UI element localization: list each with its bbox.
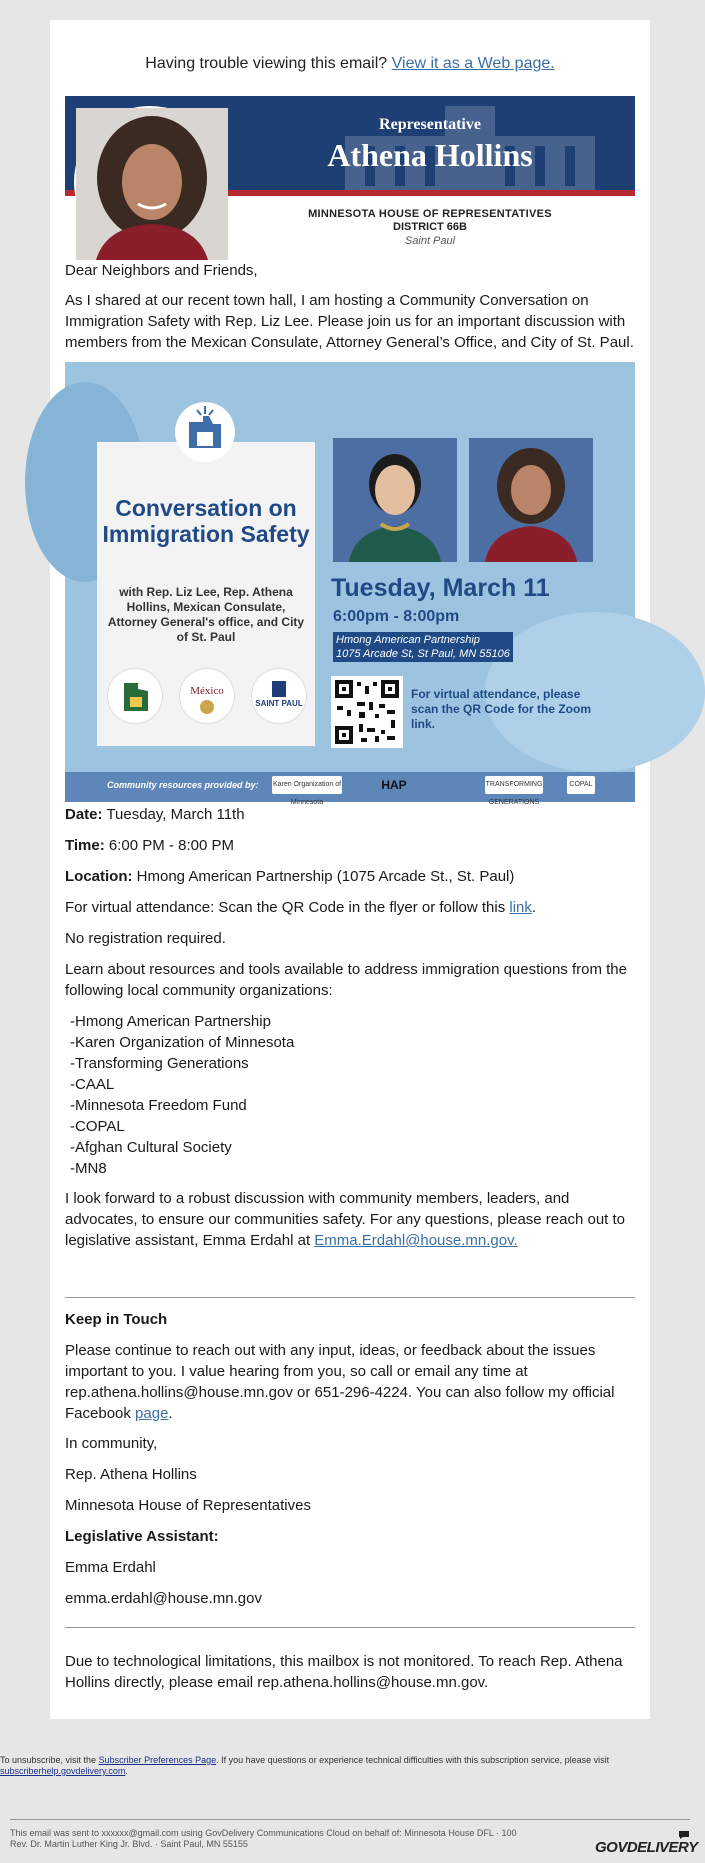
list-item: -COPAL — [70, 1118, 125, 1135]
time-value: 6:00 PM - 8:00 PM — [108, 837, 234, 854]
flyer-location — [333, 632, 513, 662]
subscriber-preferences-link[interactable]: Subscriber Preferences Page — [98, 1755, 217, 1765]
no-registration: No registration required. — [65, 930, 226, 947]
facebook-page-link[interactable]: page — [135, 1405, 169, 1422]
list-item: -CAAL — [70, 1076, 115, 1093]
event-date — [65, 804, 635, 825]
resource-logo: TRANSFORMING GENERATIONS — [485, 776, 543, 794]
list-item: -Hmong American Partnership — [70, 1013, 271, 1030]
saint-paul-icon — [272, 681, 286, 697]
unsubscribe-footer — [0, 1755, 700, 1777]
resource-logo: COPAL — [567, 776, 595, 794]
unsubscribe-text: To unsubscribe, visit the — [0, 1755, 97, 1765]
trouble-viewing-line — [50, 55, 650, 73]
footer-divider — [10, 1819, 690, 1820]
mexico-consulate-logo — [179, 668, 235, 724]
trouble-text: Having trouble viewing this email? — [145, 55, 388, 72]
mailbox-notice: Due to technological limitations, this mailbox is not monitored. To reach Rep. Athena Hollins directly, please email rep.athena.hollins@house.mn.gov. — [65, 1653, 623, 1691]
minnesota-capitol-emblem — [175, 402, 235, 462]
banner-name: Athena Hollins — [327, 137, 533, 173]
assistant-email-link[interactable]: Emma.Erdahl@house.mn.gov. — [314, 1232, 518, 1249]
org-list — [70, 1011, 640, 1179]
signature-org: Minnesota House of Representatives — [65, 1497, 311, 1514]
chat-bubble-icon — [678, 1830, 690, 1840]
time-label: Time: — [65, 837, 105, 854]
saint-paul-logo-text: SAINT PAUL — [255, 699, 303, 708]
intro-paragraph: As I shared at our recent town hall, I am hosting a Community Conversation on Immigration Safety with Rep. Liz Lee. Please join us for an important discussion with members from the Mexican Consulate, Attorney General’s Office, and City of St. Paul. — [65, 292, 634, 351]
govdelivery-logo: GOVDELIVERY — [595, 1839, 698, 1856]
assistant-email: emma.erdahl@house.mn.gov — [65, 1590, 262, 1607]
mn-attorney-general-logo — [107, 668, 163, 724]
banner-title: Representative — [379, 116, 481, 133]
flyer-date: Tuesday, March 11 — [331, 574, 550, 602]
date-value: Tuesday, March 11th — [106, 806, 245, 823]
location-label: Location: — [65, 868, 133, 885]
keep-in-touch-text: Please continue to reach out with any input, ideas, or feedback about the issues important to you. I value hearing from you, so call or email any time at rep.athena.hollins@house.mn.gov or 651-296-4224. You can also follow my official Facebook — [65, 1342, 615, 1422]
resource-logo: HAP — [381, 778, 407, 792]
sign-off: In community, — [65, 1435, 158, 1452]
unsubscribe-help-text: . If you have questions or experience technical difficulties with this subscription service, please visit — [216, 1755, 610, 1765]
event-location — [65, 866, 635, 887]
sent-notice-line1: This email was sent to xxxxxx@gmail.com using GovDelivery Communications Cloud on behalf of: Minnesota House DFL · 100 — [10, 1828, 517, 1838]
closing-paragraph — [65, 1188, 635, 1251]
keep-in-touch-heading: Keep in Touch — [65, 1311, 168, 1328]
list-item: -Afghan Cultural Society — [70, 1139, 232, 1156]
assistant-label: Legislative Assistant: — [65, 1528, 219, 1545]
flyer-time: 6:00pm - 8:00pm — [333, 608, 460, 625]
flyer-heading: Conversation on Immigration Safety — [102, 495, 310, 547]
closing-text: I look forward to a robust discussion with community members, leaders, and advocates, to ensure our communities safety. For any questions, please reach out to legislative assistant, Emma Erdahl at — [65, 1190, 626, 1249]
list-item: -Transforming Generations — [70, 1055, 249, 1072]
resource-logo: Karen Organization of Minnesota — [272, 776, 342, 794]
sent-notice — [10, 1828, 580, 1850]
assistant-name: Emma Erdahl — [65, 1559, 156, 1576]
liz-lee-photo — [333, 438, 457, 562]
list-item: -Karen Organization of Minnesota — [70, 1034, 295, 1051]
saint-paul-logo — [251, 668, 307, 724]
flyer-location-line1: Hmong American Partnership — [336, 634, 480, 646]
zoom-link[interactable]: link — [509, 899, 532, 916]
keep-in-touch-paragraph — [65, 1340, 635, 1424]
district-label: DISTRICT 66B — [393, 221, 467, 233]
keep-in-touch-period: . — [168, 1405, 173, 1422]
seal-icon — [200, 700, 214, 714]
section-divider — [65, 1627, 635, 1628]
athena-hollins-photo — [469, 438, 593, 562]
house-title: MINNESOTA HOUSE OF REPRESENTATIVES — [308, 208, 552, 220]
sent-notice-line2: Rev. Dr. Martin Luther King Jr. Blvd. · Saint Paul, MN 55155 — [10, 1839, 248, 1849]
virtual-period: . — [531, 899, 537, 916]
event-flyer — [65, 362, 635, 806]
mexico-logo-text: México — [190, 685, 224, 697]
location-value: Hmong American Partnership (1075 Arcade St., St. Paul) — [136, 868, 515, 885]
zoom-qr-code[interactable] — [331, 676, 403, 748]
signature-name: Rep. Athena Hollins — [65, 1466, 197, 1483]
flyer-virtual-text: For virtual attendance, please scan the QR Code for the Zoom link. — [411, 687, 592, 731]
city-label: Saint Paul — [404, 235, 456, 247]
flyer-speakers: with Rep. Liz Lee, Rep. Athena Hollins, Mexican Consulate, Attorney General's office, and City of St. Paul — [107, 585, 305, 644]
web-page-link[interactable]: View it as a Web page. — [391, 55, 555, 72]
flyer-resources-label: Community resources provided by: — [107, 780, 259, 790]
representative-portrait — [74, 106, 226, 258]
greeting: Dear Neighbors and Friends, — [65, 262, 258, 279]
event-time — [65, 835, 635, 856]
subscriber-help-link[interactable]: subscriberhelp.govdelivery.com — [0, 1766, 126, 1776]
date-label: Date: — [65, 806, 103, 823]
learn-paragraph: Learn about resources and tools available to address immigration questions from the following local community organizations: — [65, 961, 627, 999]
list-item: -Minnesota Freedom Fund — [70, 1097, 247, 1114]
virtual-attendance — [65, 897, 635, 918]
footer-period: . — [125, 1766, 128, 1776]
virtual-text: For virtual attendance: Scan the QR Code in the flyer or follow this — [65, 899, 506, 916]
flyer-location-line2: 1075 Arcade St, St Paul, MN 55106 — [336, 648, 510, 660]
section-divider — [65, 1297, 635, 1298]
list-item: -MN8 — [70, 1160, 107, 1177]
